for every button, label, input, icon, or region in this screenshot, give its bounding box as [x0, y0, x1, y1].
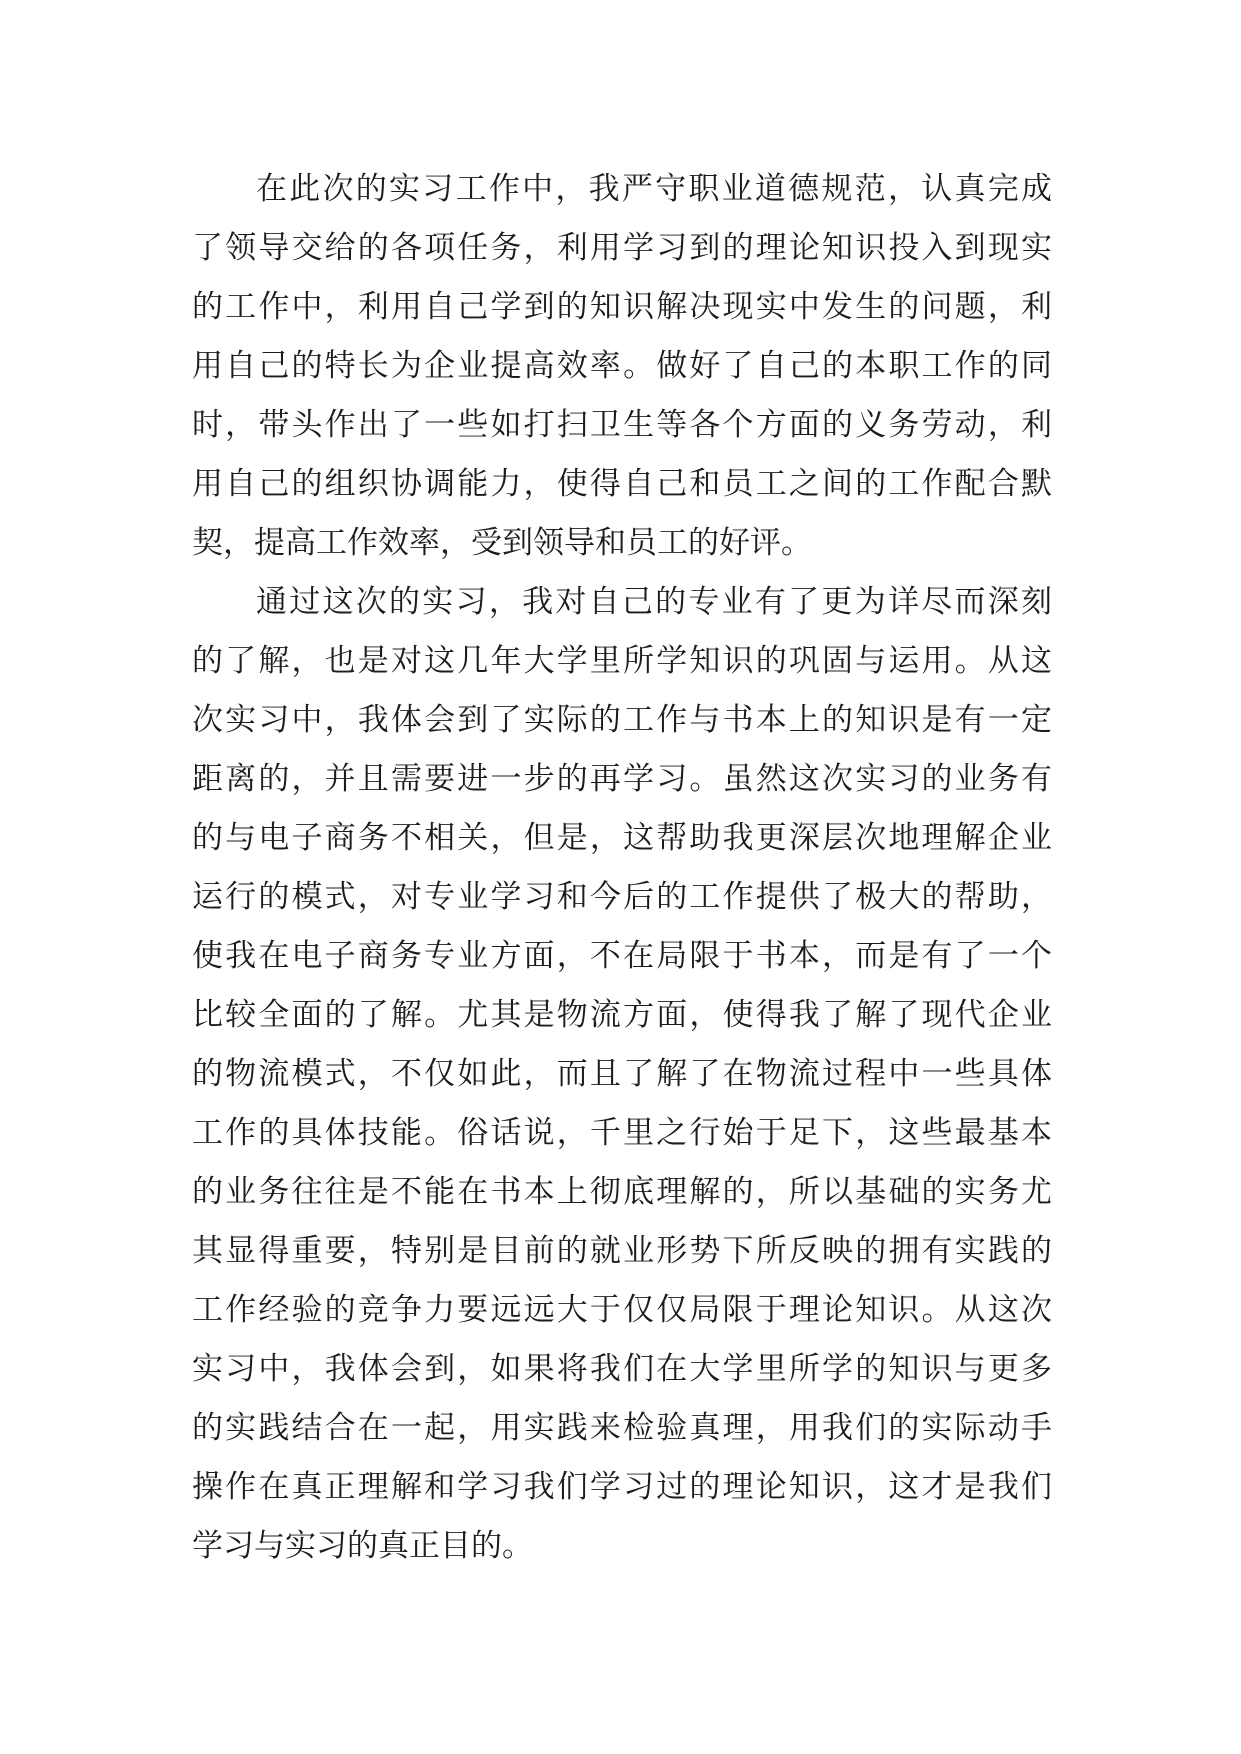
paragraph-internship-work: [192, 160, 1052, 573]
text-line: 的业务往往是不能在书本上彻底理解的，所以基础的实务尤: [192, 1174, 1052, 1210]
text-line: 通过这次的实习，我对自己的专业有了更为详尽而深刻: [256, 584, 1052, 620]
text-line: 距离的，并且需要进一步的再学习。虽然这次实习的业务有: [192, 761, 1052, 797]
text-line: 比较全面的了解。尤其是物流方面，使得我了解了现代企业: [192, 997, 1052, 1033]
text-line: 用自己的特长为企业提高效率。做好了自己的本职工作的同: [192, 348, 1052, 384]
text-line: 其显得重要，特别是目前的就业形势下所反映的拥有实践的: [192, 1233, 1052, 1269]
text-line: 次实习中，我体会到了实际的工作与书本上的知识是有一定: [192, 702, 1052, 738]
text-line: 运行的模式，对专业学习和今后的工作提供了极大的帮助，: [192, 879, 1052, 915]
text-line: 契，提高工作效率，受到领导和员工的好评。: [192, 525, 812, 561]
text-line: 用自己的组织协调能力，使得自己和员工之间的工作配合默: [192, 466, 1052, 502]
body-text: [192, 160, 1052, 1576]
text-line: 的物流模式，不仅如此，而且了解了在物流过程中一些具体: [192, 1056, 1052, 1092]
text-line: 的与电子商务不相关，但是，这帮助我更深层次地理解企业: [192, 820, 1052, 856]
paragraph-internship-reflection: [192, 573, 1052, 1576]
text-line: 在此次的实习工作中，我严守职业道德规范，认真完成: [256, 171, 1052, 207]
text-line: 工作的具体技能。俗话说，千里之行始于足下，这些最基本: [192, 1115, 1052, 1151]
text-line: 学习与实习的真正目的。: [192, 1528, 533, 1564]
text-line: 的了解，也是对这几年大学里所学知识的巩固与运用。从这: [192, 643, 1052, 679]
text-line: 的工作中，利用自己学到的知识解决现实中发生的问题，利: [192, 289, 1052, 325]
text-line: 了领导交给的各项任务，利用学习到的理论知识投入到现实: [192, 230, 1052, 266]
text-line: 的实践结合在一起，用实践来检验真理，用我们的实际动手: [192, 1410, 1052, 1446]
text-line: 工作经验的竞争力要远远大于仅仅局限于理论知识。从这次: [192, 1292, 1052, 1328]
text-line: 时，带头作出了一些如打扫卫生等各个方面的义务劳动，利: [192, 407, 1052, 443]
text-line: 实习中，我体会到，如果将我们在大学里所学的知识与更多: [192, 1351, 1052, 1387]
text-line: 操作在真正理解和学习我们学习过的理论知识，这才是我们: [192, 1469, 1052, 1505]
text-line: 使我在电子商务专业方面，不在局限于书本，而是有了一个: [192, 938, 1052, 974]
